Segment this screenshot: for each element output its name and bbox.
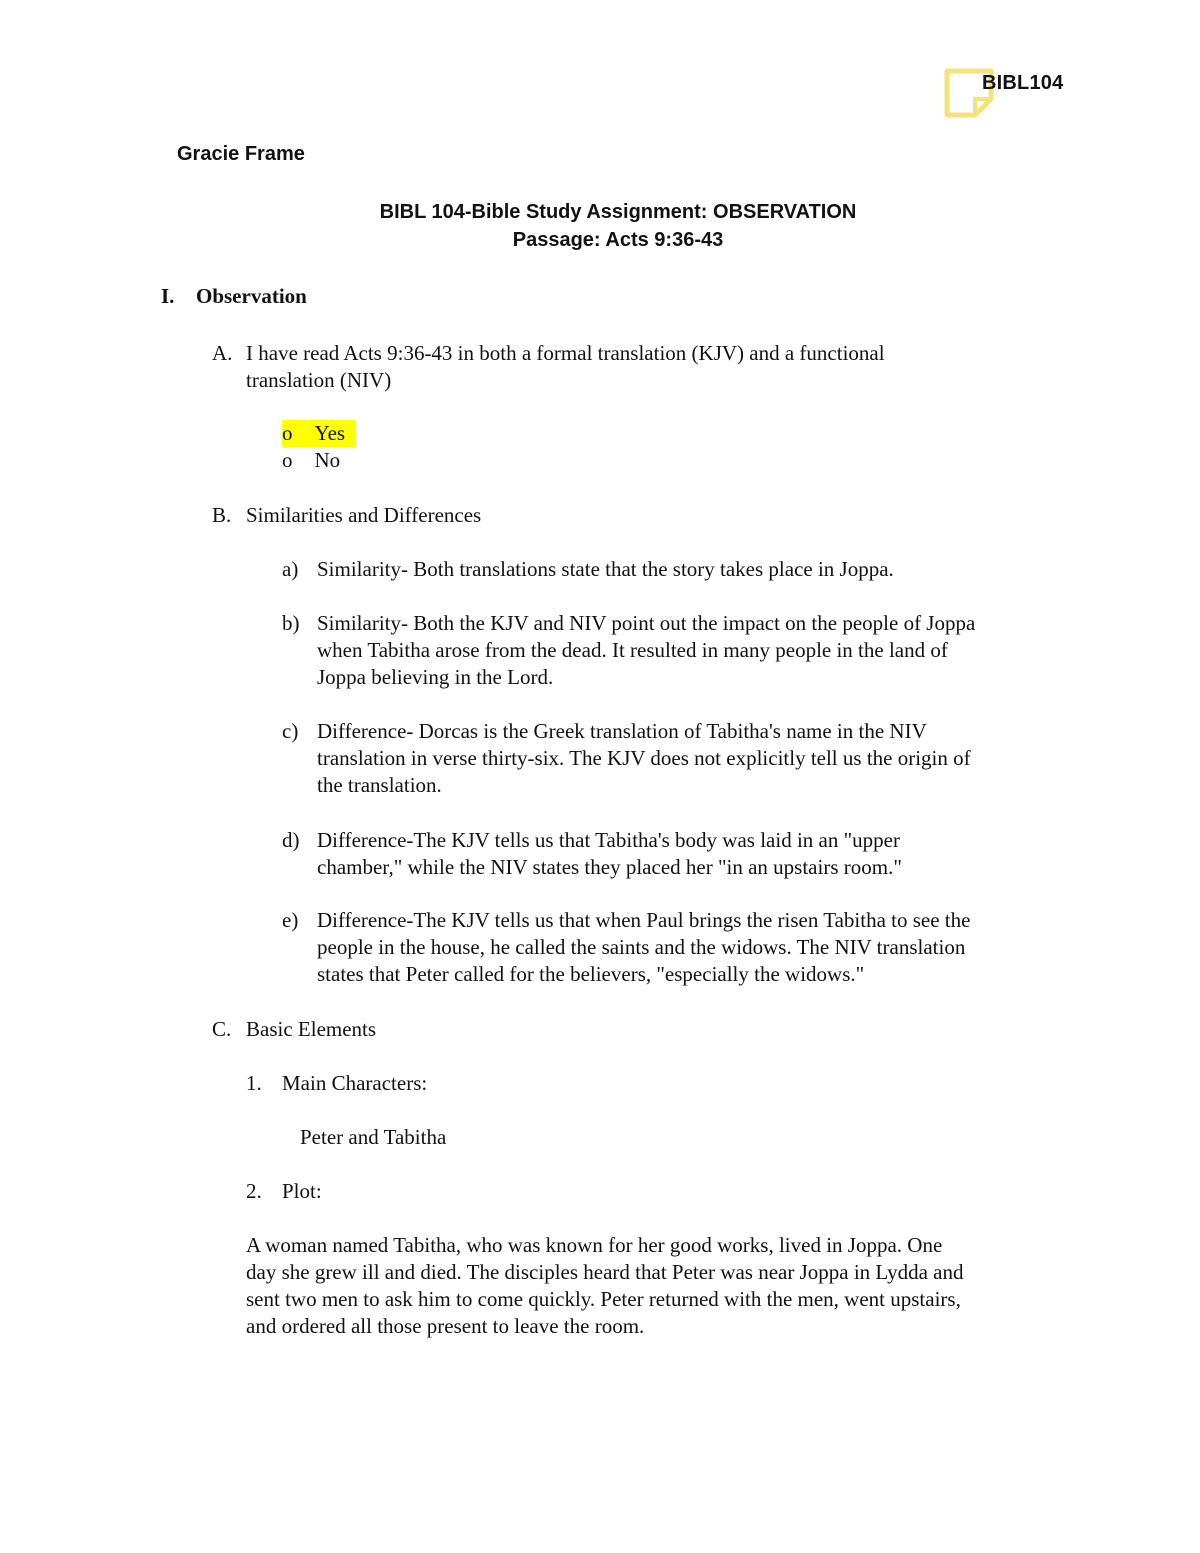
item-c-marker: C. [212, 1017, 232, 1041]
point-c-marker: c) [282, 719, 299, 743]
plot-line4: and ordered all those present to leave the room. [246, 1314, 645, 1338]
passage-title: Passage: Acts 9:36-43 [512, 229, 724, 251]
point-e-line3: states that Peter called for the believers, "especially the widows." [317, 962, 865, 986]
option-no-bullet: o [282, 448, 293, 472]
item-a-marker: A. [212, 341, 233, 365]
plot-line1: A woman named Tabitha, who was known for her good works, lived in Joppa. One [246, 1233, 943, 1257]
section-numeral: I. [161, 284, 175, 308]
item-c-heading: Basic Elements [246, 1017, 377, 1041]
option-no[interactable] [282, 447, 340, 474]
item-b-heading: Similarities and Differences [246, 503, 482, 527]
point-e-line1: Difference-The KJV tells us that when Paul brings the risen Tabitha to see the [317, 908, 971, 932]
item-b-marker: B. [212, 503, 232, 527]
point-b-marker: b) [282, 611, 300, 635]
author-name: Gracie Frame [177, 143, 305, 165]
plot-line3: sent two men to ask him to come quickly. Peter returned with the men, went upstairs, [246, 1287, 961, 1311]
page-title: BIBL 104-Bible Study Assignment: OBSERVATION [379, 201, 857, 223]
point-c-line2: translation in verse thirty-six. The KJV does not explicitly tell us the origin of [317, 746, 971, 770]
point-e-marker: e) [282, 908, 299, 932]
course-code: BIBL104 [982, 72, 1064, 94]
point-b-line1: Similarity- Both the KJV and NIV point out the impact on the people of Joppa [317, 611, 976, 635]
main-characters-label: Main Characters: [282, 1071, 428, 1095]
item-a-text-line1: I have read Acts 9:36-43 in both a formal translation (KJV) and a functional [246, 341, 885, 365]
point-c-line1: Difference- Dorcas is the Greek translation of Tabitha's name in the NIV [317, 719, 927, 743]
point-b-line3: Joppa believing in the Lord. [317, 665, 554, 689]
point-a-line1: Similarity- Both translations state that the story takes place in Joppa. [317, 557, 894, 581]
option-yes[interactable] [282, 420, 356, 447]
option-yes-label: Yes [314, 421, 346, 445]
point-d-marker: d) [282, 828, 300, 852]
main-characters-marker: 1. [246, 1071, 262, 1095]
point-e-line2: people in the house, he called the saints and the widows. The NIV translation [317, 935, 966, 959]
plot-line2: day she grew ill and died. The disciples heard that Peter was near Joppa in Lydda and [246, 1260, 964, 1284]
point-c-line3: the translation. [317, 773, 442, 797]
point-d-line1: Difference-The KJV tells us that Tabitha's body was laid in an "upper [317, 828, 900, 852]
main-characters-value: Peter and Tabitha [300, 1125, 447, 1149]
plot-marker: 2. [246, 1179, 262, 1203]
section-heading: Observation [196, 284, 307, 308]
point-a-marker: a) [282, 557, 299, 581]
option-yes-bullet: o [282, 421, 293, 445]
option-no-label: No [314, 448, 341, 472]
point-d-line2: chamber," while the NIV states they placed her "in an upstairs room." [317, 855, 902, 879]
plot-label: Plot: [282, 1179, 322, 1203]
point-b-line2: when Tabitha arose from the dead. It resulted in many people in the land of [317, 638, 948, 662]
item-a-text-line2: translation (NIV) [246, 368, 392, 392]
